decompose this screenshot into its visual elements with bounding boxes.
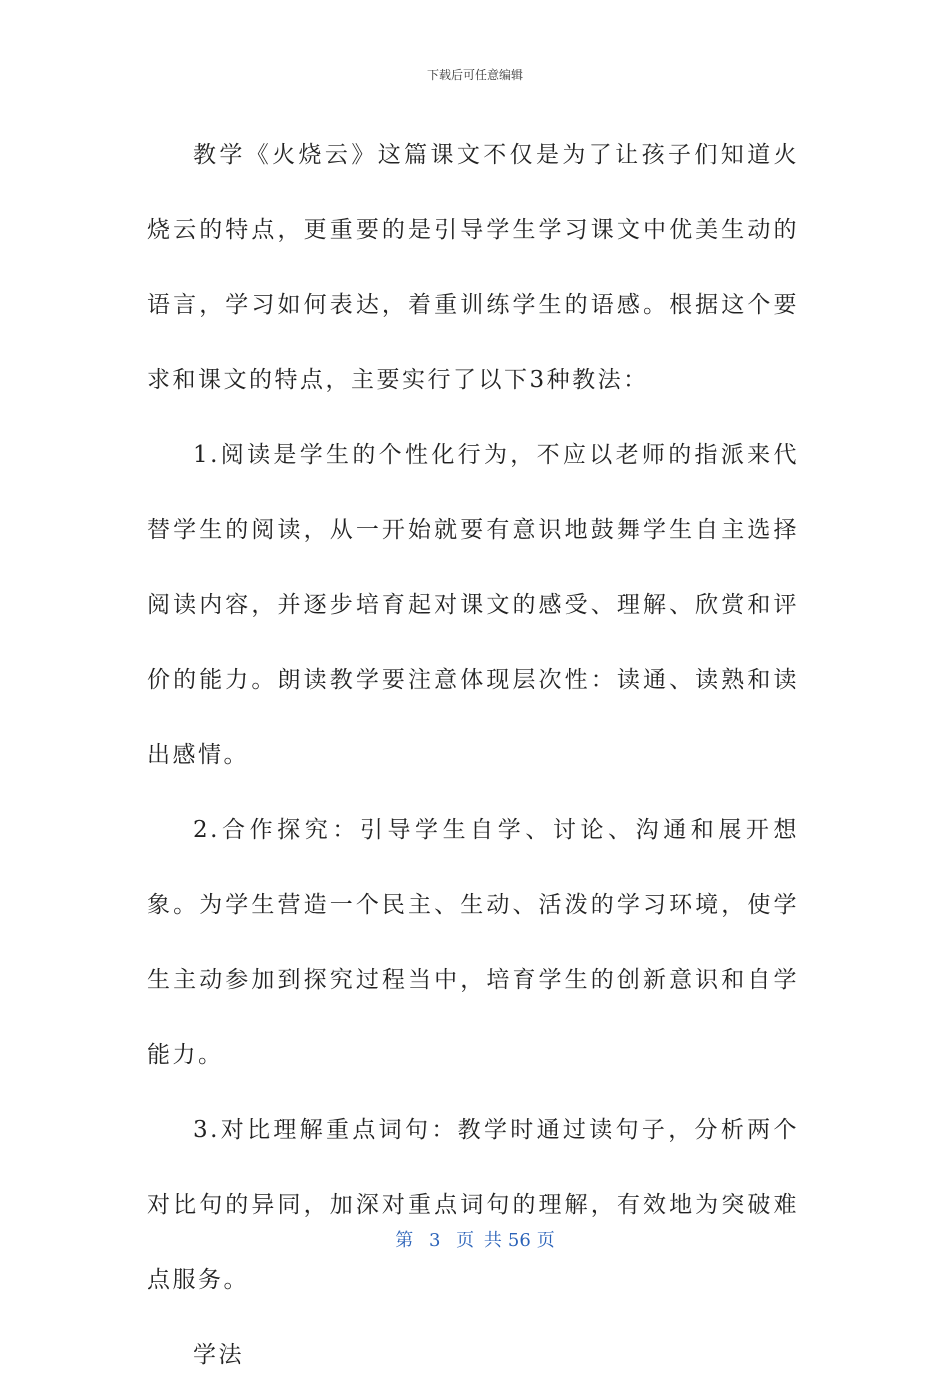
paragraph-intro: 教学《火烧云》这篇课文不仅是为了让孩子们知道火烧云的特点，更重要的是引导学生学习课文中优美生动的语言，学习如何表达，着重训练学生的语感。根据这个要求和课文的特点，主要实行了以下3种教法： [147,142,799,393]
document-body [147,118,799,1393]
section-heading-xuefa: 学法 [193,1342,244,1368]
paragraph-method-2: 2.合作探究：引导学生自学、讨论、沟通和展开想象。为学生营造一个民主、生动、活泼的学习环境，使学生主动参加到探究过程当中，培育学生的创新意识和自学能力。 [147,817,799,1068]
current-page-number: 3 [428,1230,441,1251]
total-pages-number: 56 [507,1230,531,1251]
page-footer [0,1226,950,1252]
header-note: 下载后可任意编辑 [426,68,523,82]
paragraph-method-3: 3.对比理解重点词句：教学时通过读句子，分析两个对比句的异同，加深对重点词句的理解，有效地为突破难点服务。 [147,1117,799,1293]
paragraph-method-1: 1.阅读是学生的个性化行为，不应以老师的指派来代替学生的阅读，从一开始就要有意识地鼓舞学生自主选择阅读内容，并逐步培育起对课文的感受、理解、欣赏和评价的能力。朗读教学要注意体现层次性：读通、读熟和读出感情。 [147,442,799,768]
footer-suffix: 页 [536,1230,555,1251]
footer-prefix: 第 [395,1230,414,1251]
footer-middle: 页 共 [456,1230,502,1251]
